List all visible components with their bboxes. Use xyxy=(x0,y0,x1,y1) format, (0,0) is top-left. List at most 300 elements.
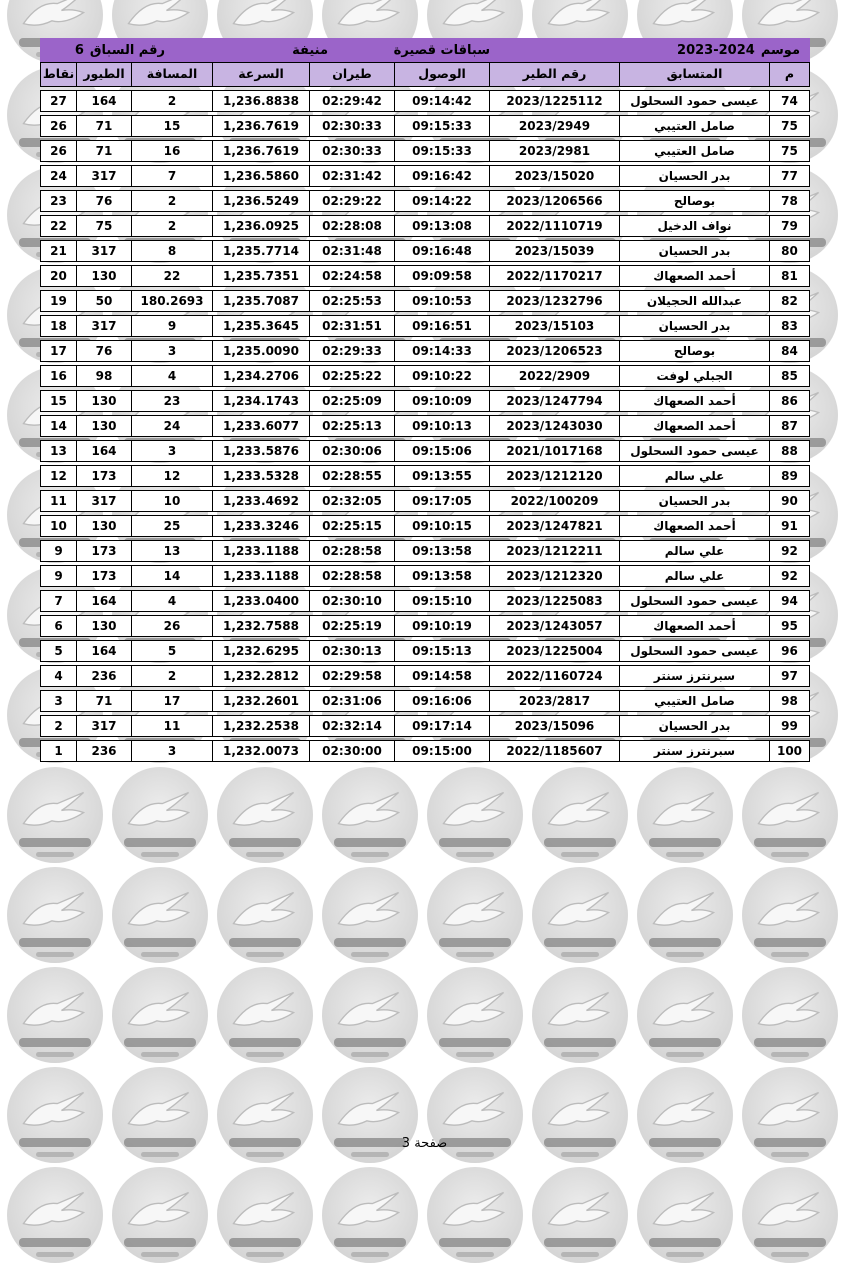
cell-flight: 02:32:05 xyxy=(309,491,394,511)
cell-distance: 15 xyxy=(131,116,212,136)
badge-subtext xyxy=(36,1052,74,1057)
badge-subtext xyxy=(561,1052,599,1057)
cell-birds: 130 xyxy=(76,616,131,636)
cell-competitor: عيسى حمود السحلول xyxy=(619,91,769,111)
cell-competitor: عيسى حمود السحلول xyxy=(619,591,769,611)
cell-points: 26 xyxy=(50,119,67,133)
cell-arrival: 09:15:10 xyxy=(394,591,489,611)
cell-flight: 02:30:33 xyxy=(309,116,394,136)
cell-points: 26 xyxy=(50,144,67,158)
falcon-icon xyxy=(230,0,299,39)
watermark-club-badge xyxy=(532,867,628,963)
column-header-speed: السرعة xyxy=(212,63,309,86)
cell-birds: 164 xyxy=(76,441,131,461)
cell-bird_no: 2022/2909 xyxy=(489,366,619,386)
badge-subtext xyxy=(666,1252,704,1257)
cell-rank: 75 xyxy=(769,116,809,136)
cell-bird_no: 2023/15096 xyxy=(489,716,619,736)
watermark-club-badge xyxy=(322,1167,418,1263)
cell-birds: 164 xyxy=(76,591,131,611)
table-body xyxy=(40,90,810,762)
column-header-arrival: الوصول xyxy=(394,63,489,86)
badge-subtext xyxy=(666,1052,704,1057)
cell-arrival: 09:10:09 xyxy=(394,391,489,411)
cell-rank: 77 xyxy=(769,166,809,186)
cell-arrival: 09:16:48 xyxy=(394,241,489,261)
badge-text-band xyxy=(334,938,407,947)
badge-subtext xyxy=(456,952,494,957)
watermark-club-badge xyxy=(427,867,523,963)
cell-flight: 02:31:42 xyxy=(309,166,394,186)
table-row xyxy=(40,215,810,237)
badge-subtext xyxy=(666,1152,704,1157)
badge-subtext xyxy=(771,1152,809,1157)
badge-subtext xyxy=(141,852,179,857)
column-header-distance: المسافة xyxy=(131,63,212,86)
cell-arrival: 09:17:14 xyxy=(394,716,489,736)
cell-flight: 02:25:15 xyxy=(309,516,394,536)
badge-text-band xyxy=(124,1038,197,1047)
watermark-club-badge xyxy=(637,967,733,1063)
cell-arrival: 09:14:42 xyxy=(394,91,489,111)
title-bar xyxy=(40,38,810,62)
race-type-label: سباقات قصيرة xyxy=(393,42,490,58)
cell-points: 2 xyxy=(54,719,63,733)
race-number-word: رقم السباق xyxy=(89,42,165,58)
cell-points: 11 xyxy=(50,494,67,508)
cell-distance: 9 xyxy=(131,316,212,336)
badge-subtext xyxy=(141,1052,179,1057)
cell-rank: 94 xyxy=(769,591,809,611)
badge-text-band xyxy=(439,1238,512,1247)
cell-birds: 164 xyxy=(76,91,131,111)
cell-birds: 164 xyxy=(76,641,131,661)
cell-competitor: أحمد الصعهاك xyxy=(619,266,769,286)
cell-arrival: 09:14:33 xyxy=(394,341,489,361)
column-header-rank: م xyxy=(769,63,809,86)
cell-points: 14 xyxy=(50,419,67,433)
badge-subtext xyxy=(561,1252,599,1257)
falcon-icon xyxy=(545,1081,614,1139)
watermark-club-badge xyxy=(112,767,208,863)
cell-distance: 3 xyxy=(131,441,212,461)
table-row xyxy=(40,290,810,312)
season-word: موسم xyxy=(760,42,800,58)
cell-distance: 4 xyxy=(131,591,212,611)
cell-speed: 1,234.1743 xyxy=(212,391,309,411)
cell-flight: 02:29:58 xyxy=(309,666,394,686)
cell-rank: 88 xyxy=(769,441,809,461)
cell-points: 4 xyxy=(54,669,63,683)
falcon-icon xyxy=(440,1181,509,1239)
badge-text-band xyxy=(334,838,407,847)
cell-points: 18 xyxy=(50,319,67,333)
cell-birds: 76 xyxy=(76,341,131,361)
cell-competitor: بدر الحسيان xyxy=(619,316,769,336)
badge-subtext xyxy=(141,1152,179,1157)
cell-flight: 02:29:33 xyxy=(309,341,394,361)
cell-points: 22 xyxy=(50,219,67,233)
cell-birds: 173 xyxy=(76,466,131,486)
cell-bird_no: 2023/1206566 xyxy=(489,191,619,211)
cell-arrival: 09:13:58 xyxy=(394,566,489,586)
cell-speed: 1,236.7619 xyxy=(212,116,309,136)
race-location-label: منيفة xyxy=(292,42,328,58)
falcon-icon xyxy=(650,981,719,1039)
cell-rank: 99 xyxy=(769,716,809,736)
cell-points: 6 xyxy=(54,619,63,633)
cell-arrival: 09:10:13 xyxy=(394,416,489,436)
falcon-icon xyxy=(20,981,89,1039)
table-row xyxy=(40,565,810,587)
cell-rank: 80 xyxy=(769,241,809,261)
cell-rank: 85 xyxy=(769,366,809,386)
badge-subtext xyxy=(141,952,179,957)
cell-rank: 100 xyxy=(769,741,809,761)
column-header-flight: طيران xyxy=(309,63,394,86)
cell-competitor: نواف الدخيل xyxy=(619,216,769,236)
cell-points: 3 xyxy=(54,694,63,708)
badge-text-band xyxy=(649,838,722,847)
cell-bird_no: 2023/2949 xyxy=(489,116,619,136)
cell-points: 7 xyxy=(54,594,63,608)
cell-bird_no: 2023/1212211 xyxy=(489,541,619,561)
falcon-icon xyxy=(230,981,299,1039)
cell-competitor: صامل العتيبي xyxy=(619,116,769,136)
watermark-club-badge xyxy=(637,867,733,963)
badge-subtext xyxy=(351,952,389,957)
falcon-icon xyxy=(335,781,404,839)
cell-rank: 91 xyxy=(769,516,809,536)
cell-bird_no: 2023/1225083 xyxy=(489,591,619,611)
falcon-icon xyxy=(125,781,194,839)
falcon-icon xyxy=(230,781,299,839)
badge-subtext xyxy=(456,852,494,857)
cell-rank: 83 xyxy=(769,316,809,336)
watermark-club-badge xyxy=(532,767,628,863)
cell-competitor: بدر الحسيان xyxy=(619,166,769,186)
cell-speed: 1,233.0400 xyxy=(212,591,309,611)
falcon-icon xyxy=(230,1181,299,1239)
cell-bird_no: 2023/1247821 xyxy=(489,516,619,536)
badge-subtext xyxy=(561,1152,599,1157)
cell-speed: 1,233.3246 xyxy=(212,516,309,536)
race-number-label xyxy=(75,38,165,62)
cell-birds: 75 xyxy=(76,216,131,236)
cell-birds: 76 xyxy=(76,191,131,211)
falcon-icon xyxy=(545,881,614,939)
cell-flight: 02:30:33 xyxy=(309,141,394,161)
cell-distance: 22 xyxy=(131,266,212,286)
badge-text-band xyxy=(334,1038,407,1047)
cell-flight: 02:31:51 xyxy=(309,316,394,336)
column-header-row xyxy=(40,62,810,87)
badge-subtext xyxy=(771,1252,809,1257)
cell-arrival: 09:13:55 xyxy=(394,466,489,486)
badge-subtext xyxy=(246,852,284,857)
cell-competitor: أحمد الصعهاك xyxy=(619,391,769,411)
falcon-icon xyxy=(20,781,89,839)
cell-points: 10 xyxy=(50,519,67,533)
falcon-icon xyxy=(650,781,719,839)
cell-distance: 5 xyxy=(131,641,212,661)
falcon-icon xyxy=(125,981,194,1039)
cell-flight: 02:32:14 xyxy=(309,716,394,736)
cell-competitor: سبرنترز سنتر xyxy=(619,666,769,686)
cell-points: 13 xyxy=(50,444,67,458)
falcon-icon xyxy=(440,881,509,939)
badge-text-band xyxy=(439,1038,512,1047)
cell-bird_no: 2023/1243057 xyxy=(489,616,619,636)
cell-distance: 13 xyxy=(131,541,212,561)
table-row xyxy=(40,690,810,712)
badge-text-band xyxy=(19,1238,92,1247)
cell-flight: 02:28:08 xyxy=(309,216,394,236)
falcon-icon xyxy=(650,1081,719,1139)
cell-arrival: 09:13:58 xyxy=(394,541,489,561)
cell-arrival: 09:14:22 xyxy=(394,191,489,211)
badge-text-band xyxy=(124,838,197,847)
badge-subtext xyxy=(771,952,809,957)
cell-distance: 23 xyxy=(131,391,212,411)
cell-rank: 74 xyxy=(769,91,809,111)
cell-birds: 317 xyxy=(76,491,131,511)
table-row xyxy=(40,540,810,562)
cell-flight: 02:25:13 xyxy=(309,416,394,436)
cell-rank: 92 xyxy=(769,541,809,561)
cell-competitor: علي سالم xyxy=(619,541,769,561)
cell-distance: 12 xyxy=(131,466,212,486)
table-row xyxy=(40,140,810,162)
cell-rank: 96 xyxy=(769,641,809,661)
cell-speed: 1,232.7588 xyxy=(212,616,309,636)
cell-distance: 4 xyxy=(131,366,212,386)
watermark-club-badge xyxy=(112,967,208,1063)
falcon-icon xyxy=(755,0,824,39)
table-row xyxy=(40,740,810,762)
cell-distance: 3 xyxy=(131,741,212,761)
cell-flight: 02:25:22 xyxy=(309,366,394,386)
cell-flight: 02:28:58 xyxy=(309,566,394,586)
falcon-icon xyxy=(335,981,404,1039)
cell-speed: 1,232.6295 xyxy=(212,641,309,661)
cell-distance: 7 xyxy=(131,166,212,186)
cell-flight: 02:25:19 xyxy=(309,616,394,636)
badge-text-band xyxy=(19,838,92,847)
cell-birds: 130 xyxy=(76,266,131,286)
cell-points: 24 xyxy=(50,169,67,183)
cell-competitor: عيسى حمود السحلول xyxy=(619,641,769,661)
cell-speed: 1,236.5860 xyxy=(212,166,309,186)
cell-points: 1 xyxy=(54,744,63,758)
falcon-icon xyxy=(440,1081,509,1139)
cell-rank: 87 xyxy=(769,416,809,436)
cell-distance: 24 xyxy=(131,416,212,436)
cell-flight: 02:30:13 xyxy=(309,641,394,661)
watermark-club-badge xyxy=(532,1167,628,1263)
cell-speed: 1,235.3645 xyxy=(212,316,309,336)
watermark-club-badge xyxy=(742,867,838,963)
badge-subtext xyxy=(351,1052,389,1057)
falcon-icon xyxy=(125,0,194,39)
falcon-icon xyxy=(755,1181,824,1239)
table-row xyxy=(40,365,810,387)
cell-flight: 02:31:48 xyxy=(309,241,394,261)
badge-subtext xyxy=(36,1152,74,1157)
falcon-icon xyxy=(650,1181,719,1239)
table-row xyxy=(40,315,810,337)
cell-birds: 236 xyxy=(76,741,131,761)
cell-rank: 90 xyxy=(769,491,809,511)
cell-distance: 25 xyxy=(131,516,212,536)
page-number: صفحة 3 xyxy=(401,1136,448,1151)
cell-speed: 1,233.1188 xyxy=(212,541,309,561)
watermark-club-badge xyxy=(427,1167,523,1263)
cell-speed: 1,233.5328 xyxy=(212,466,309,486)
badge-subtext xyxy=(666,852,704,857)
cell-points: 16 xyxy=(50,369,67,383)
column-header-birds: الطيور xyxy=(76,63,131,86)
cell-speed: 1,235.0090 xyxy=(212,341,309,361)
falcon-icon xyxy=(440,781,509,839)
cell-rank: 98 xyxy=(769,691,809,711)
cell-points: 9 xyxy=(54,569,63,583)
cell-speed: 1,232.2812 xyxy=(212,666,309,686)
cell-distance: 26 xyxy=(131,616,212,636)
table-row xyxy=(40,415,810,437)
cell-bird_no: 2022/1110719 xyxy=(489,216,619,236)
watermark-club-badge xyxy=(322,867,418,963)
cell-flight: 02:31:06 xyxy=(309,691,394,711)
badge-text-band xyxy=(124,1238,197,1247)
cell-bird_no: 2023/1225004 xyxy=(489,641,619,661)
cell-distance: 10 xyxy=(131,491,212,511)
cell-bird_no: 2023/15020 xyxy=(489,166,619,186)
badge-text-band xyxy=(754,838,827,847)
cell-bird_no: 2022/1160724 xyxy=(489,666,619,686)
cell-points: 9 xyxy=(54,544,63,558)
watermark-club-badge xyxy=(322,967,418,1063)
watermark-club-badge xyxy=(637,767,733,863)
cell-arrival: 09:10:53 xyxy=(394,291,489,311)
badge-text-band xyxy=(229,1038,302,1047)
cell-bird_no: 2023/1232796 xyxy=(489,291,619,311)
falcon-icon xyxy=(125,1081,194,1139)
badge-subtext xyxy=(246,1052,284,1057)
cell-flight: 02:28:55 xyxy=(309,466,394,486)
badge-subtext xyxy=(351,852,389,857)
cell-arrival: 09:10:15 xyxy=(394,516,489,536)
cell-flight: 02:29:42 xyxy=(309,91,394,111)
cell-distance: 2 xyxy=(131,191,212,211)
cell-arrival: 09:15:33 xyxy=(394,116,489,136)
cell-arrival: 09:15:13 xyxy=(394,641,489,661)
badge-subtext xyxy=(456,1052,494,1057)
badge-text-band xyxy=(124,938,197,947)
cell-distance: 11 xyxy=(131,716,212,736)
cell-rank: 75 xyxy=(769,141,809,161)
badge-text-band xyxy=(544,838,617,847)
cell-points: 12 xyxy=(50,469,67,483)
badge-subtext xyxy=(561,852,599,857)
watermark-club-badge xyxy=(637,1167,733,1263)
cell-flight: 02:25:53 xyxy=(309,291,394,311)
cell-competitor: بدر الحسيان xyxy=(619,716,769,736)
cell-birds: 130 xyxy=(76,416,131,436)
cell-flight: 02:30:06 xyxy=(309,441,394,461)
cell-arrival: 09:10:22 xyxy=(394,366,489,386)
cell-points: 23 xyxy=(50,194,67,208)
watermark-club-badge xyxy=(217,767,313,863)
watermark-club-badge xyxy=(427,967,523,1063)
badge-subtext xyxy=(141,1252,179,1257)
badge-subtext xyxy=(456,1152,494,1157)
badge-text-band xyxy=(229,938,302,947)
badge-subtext xyxy=(771,1052,809,1057)
falcon-icon xyxy=(440,981,509,1039)
badge-text-band xyxy=(229,838,302,847)
cell-rank: 86 xyxy=(769,391,809,411)
cell-arrival: 09:17:05 xyxy=(394,491,489,511)
cell-competitor: بدر الحسيان xyxy=(619,491,769,511)
cell-distance: 2 xyxy=(131,216,212,236)
cell-speed: 1,235.7087 xyxy=(212,291,309,311)
cell-speed: 1,236.7619 xyxy=(212,141,309,161)
cell-rank: 79 xyxy=(769,216,809,236)
cell-competitor: علي سالم xyxy=(619,466,769,486)
cell-arrival: 09:15:00 xyxy=(394,741,489,761)
table-row xyxy=(40,190,810,212)
table-row xyxy=(40,640,810,662)
cell-birds: 71 xyxy=(76,116,131,136)
watermark-club-badge xyxy=(7,867,103,963)
badge-subtext xyxy=(771,852,809,857)
cell-speed: 1,236.0925 xyxy=(212,216,309,236)
badge-subtext xyxy=(351,1152,389,1157)
table-row xyxy=(40,340,810,362)
cell-bird_no: 2023/2817 xyxy=(489,691,619,711)
badge-text-band xyxy=(439,838,512,847)
falcon-icon xyxy=(755,881,824,939)
cell-bird_no: 2022/1170217 xyxy=(489,266,619,286)
cell-points: 15 xyxy=(50,394,67,408)
watermark-club-badge xyxy=(217,1167,313,1263)
cell-speed: 1,234.2706 xyxy=(212,366,309,386)
cell-speed: 1,235.7714 xyxy=(212,241,309,261)
cell-arrival: 09:16:51 xyxy=(394,316,489,336)
cell-rank: 78 xyxy=(769,191,809,211)
cell-birds: 71 xyxy=(76,691,131,711)
cell-points: 19 xyxy=(50,294,67,308)
falcon-icon xyxy=(20,1081,89,1139)
cell-distance: 17 xyxy=(131,691,212,711)
cell-rank: 84 xyxy=(769,341,809,361)
cell-birds: 130 xyxy=(76,391,131,411)
badge-subtext xyxy=(246,1252,284,1257)
race-number-value: 6 xyxy=(74,42,84,58)
badge-subtext xyxy=(246,952,284,957)
watermark-club-badge xyxy=(742,967,838,1063)
watermark-club-badge xyxy=(217,867,313,963)
badge-text-band xyxy=(439,938,512,947)
badge-text-band xyxy=(19,1038,92,1047)
cell-arrival: 09:16:42 xyxy=(394,166,489,186)
cell-competitor: بوصالح xyxy=(619,341,769,361)
cell-distance: 3 xyxy=(131,341,212,361)
cell-competitor: أحمد الصعهاك xyxy=(619,616,769,636)
cell-speed: 1,232.2538 xyxy=(212,716,309,736)
watermark-club-badge xyxy=(217,967,313,1063)
